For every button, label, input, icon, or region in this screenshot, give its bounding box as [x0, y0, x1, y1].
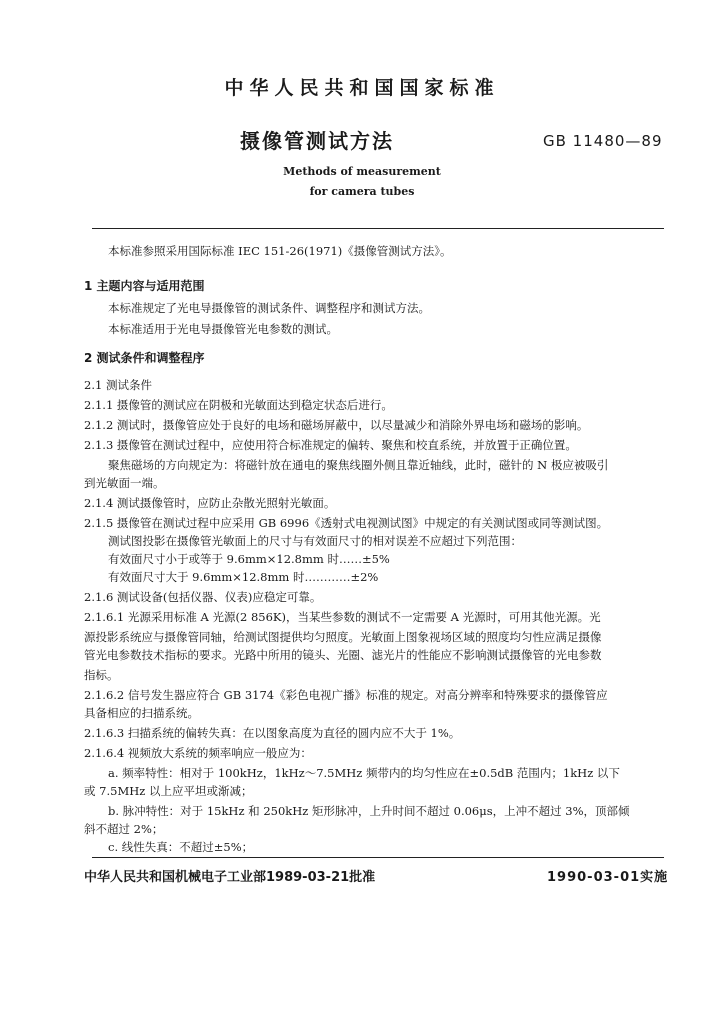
clause-2-1-6: 2.1.6 测试设备(包括仪器、仪表)应稳定可靠。 — [84, 590, 322, 604]
footer-divider — [92, 857, 664, 858]
header-divider — [92, 228, 664, 229]
standard-number: GB 11480—89 — [543, 132, 663, 150]
clause-2-1-3: 2.1.3 摄像管在测试过程中，应使用符合标准规定的偏转、聚焦和校直系统，并放置于正确位置。 — [84, 438, 577, 452]
clause-2-1-6-1-cont-3: 指标。 — [84, 668, 119, 682]
clause-2-1-5: 2.1.5 摄像管在测试过程中应采用 GB 6996《透射式电视测试图》中规定的有关测试图或同等测试图。 — [84, 516, 609, 530]
clause-2-1-5-cont: 测试图投影在摄像管光敏面上的尺寸与有效面尺寸的相对误差不应超过下列范围： — [108, 534, 522, 548]
approval-note: 中华人民共和国机械电子工业部1989-03-21批准 — [84, 870, 376, 885]
section-1-paragraph-2: 本标准适用于光电导摄像管光电参数的测试。 — [108, 322, 338, 336]
clause-2-1-6-1: 2.1.6.1 光源采用标准 A 光源(2 856K)，当某些参数的测试不一定需要 A 光源时，可用其他光源。光 — [84, 610, 601, 624]
item-a-frequency: a. 频率特性：相对于 100kHz，1kHz～7.5MHz 频带内的均匀性应在±0.5dB 范围内；1kHz 以下 — [108, 766, 620, 780]
clause-2-1-2: 2.1.2 测试时，摄像管应处于良好的电场和磁场屏蔽中，以尽量减少和消除外界电场和磁场的影响。 — [84, 418, 589, 432]
tolerance-large: 有效面尺寸大于 9.6mm×12.8mm 时…………±2% — [108, 570, 379, 584]
clause-2-1-3-cont-2: 到光敏面一端。 — [84, 476, 165, 490]
english-title-line-1: Methods of measurement — [283, 165, 441, 178]
item-c-linear: c. 线性失真：不超过±5%； — [108, 840, 254, 854]
clause-2-1-3-cont-1: 聚焦磁场的方向规定为：将磁针放在通电的聚焦线圈外侧且靠近轴线，此时，磁针的 N 极应被吸引 — [108, 458, 609, 472]
effective-date: 1990-03-01实施 — [547, 870, 669, 885]
tolerance-small: 有效面尺寸小于或等于 9.6mm×12.8mm 时……±5% — [108, 552, 390, 566]
clause-2-1-6-1-cont-2: 管光电参数技术指标的要求。光路中所用的镜头、光圈、滤光片的性能应不影响测试摄像管的光电参数 — [84, 648, 602, 662]
intro-paragraph: 本标准参照采用国际标准 IEC 151-26(1971)《摄像管测试方法》。 — [108, 244, 452, 258]
issuing-body-header: 中华人民共和国国家标准 — [224, 77, 500, 99]
clause-2-1-6-2-cont: 具备相应的扫描系统。 — [84, 706, 199, 720]
clause-2-1-6-3: 2.1.6.3 扫描系统的偏转失真：在以图象高度为直径的圆内应不大于 1%。 — [84, 726, 461, 740]
section-2-heading: 2 测试条件和调整程序 — [84, 351, 205, 365]
section-1-paragraph-1: 本标准规定了光电导摄像管的测试条件、调整程序和测试方法。 — [108, 301, 430, 315]
clause-2-1-6-4: 2.1.6.4 视频放大系统的频率响应一般应为： — [84, 746, 312, 760]
item-b-cont: 斜不超过 2%； — [84, 822, 164, 836]
section-1-heading: 1 主题内容与适用范围 — [84, 279, 205, 293]
clause-2-1-4: 2.1.4 测试摄像管时，应防止杂散光照射光敏面。 — [84, 496, 336, 510]
item-a-cont: 或 7.5MHz 以上应平坦或渐减； — [84, 784, 253, 798]
document-title: 摄像管测试方法 — [240, 129, 394, 153]
clause-2-1: 2.1 测试条件 — [84, 378, 152, 392]
item-b-pulse: b. 脉冲特性：对于 15kHz 和 250kHz 矩形脉冲，上升时间不超过 0.06μs，上冲不超过 3%，顶部倾 — [108, 804, 630, 818]
clause-2-1-6-1-cont-1: 源投影系统应与摄像管同轴，给测试图提供均匀照度。光敏面上图象视场区域的照度均匀性应满足摄像 — [84, 630, 602, 644]
clause-2-1-1: 2.1.1 摄像管的测试应在阴极和光敏面达到稳定状态后进行。 — [84, 398, 393, 412]
clause-2-1-6-2: 2.1.6.2 信号发生器应符合 GB 3174《彩色电视广播》标准的规定。对高分辨率和特殊要求的摄像管应 — [84, 688, 608, 702]
english-title-line-2: for camera tubes — [309, 185, 415, 198]
